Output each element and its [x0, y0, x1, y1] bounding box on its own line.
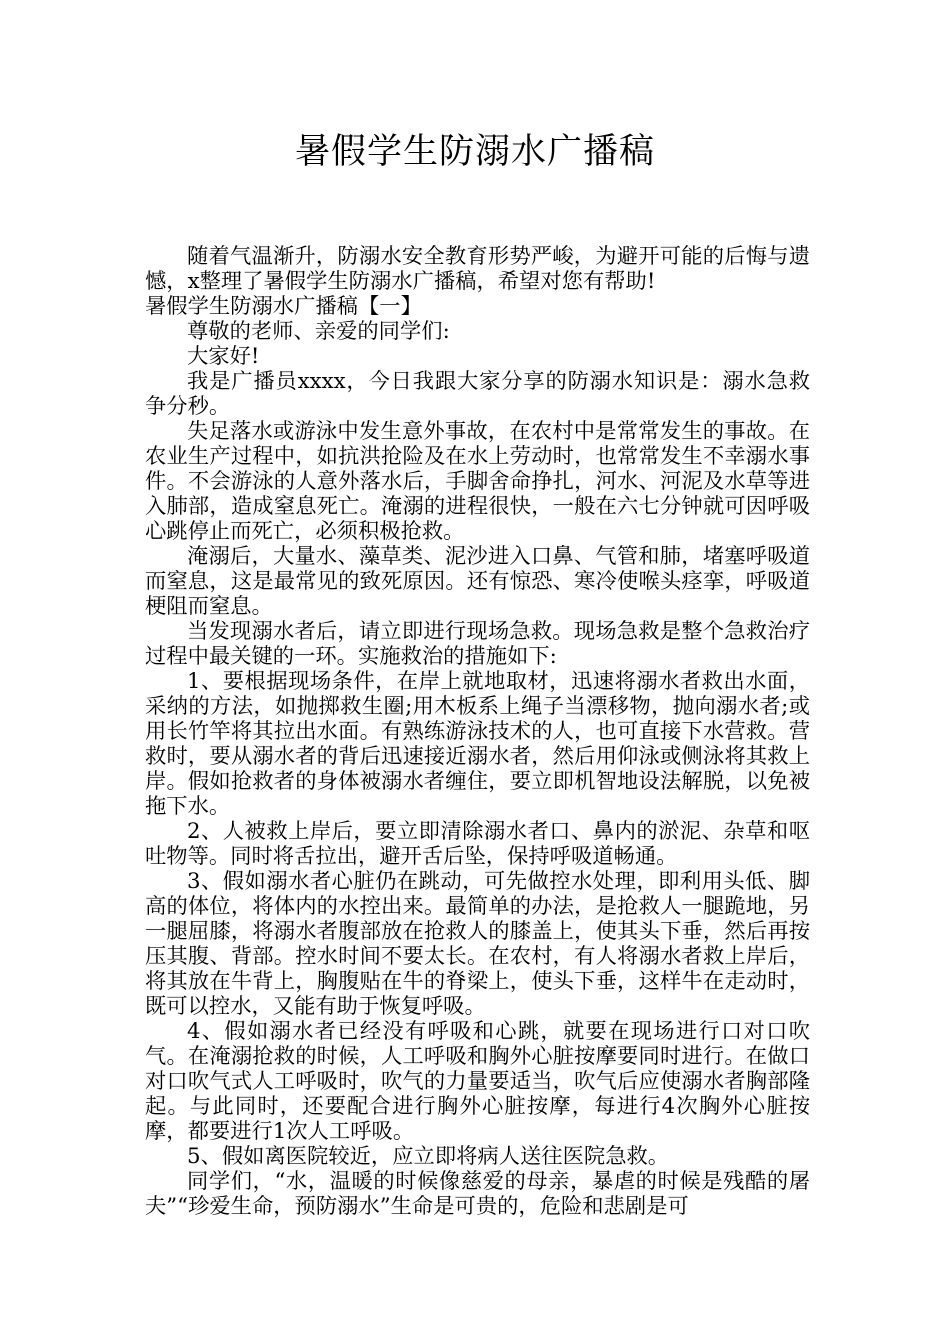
- list-item: 5、假如离医院较近，应立即将病人送往医院急救。: [187, 1144, 670, 1169]
- paragraph-opening: 我是广播员xxxx，今日我跟大家分享的防溺水知识是：溺水急救争分秒。: [145, 369, 810, 419]
- paragraph: 淹溺后，大量水、藻草类、泥沙进入口鼻、气管和肺，堵塞呼吸道而窒息，这是最常见的致死原因。还有惊恐、寒冷使喉头痉挛，呼吸道梗阻而窒息。: [145, 544, 810, 619]
- list-item: 4、假如溺水者已经没有呼吸和心跳，就要在现场进行口对口吹气。在淹溺抢救的时候，人工呼吸和胸外心脏按摩要同时进行。在做口对口吹气式人工呼吸时，吹气的力量要适当，吹气后应使溺水者胸部隆起。与此同时，还要配合进行胸外心脏按摩，每进行4次胸外心脏按摩，都要进行1次人工呼吸。: [145, 1019, 810, 1144]
- paragraph-salutation: 尊敬的老师、亲爱的同学们:: [187, 319, 450, 344]
- list-item: 1、要根据现场条件，在岸上就地取材，迅速将溺水者救出水面，采纳的方法，如抛掷救生圈;用木板系上绳子当漂移物，抛向溺水者;或用长竹竿将其拉出水面。有熟练游泳技术的人，也可直接下水营救。营救时，要从溺水者的背后迅速接近溺水者，然后用仰泳或侧泳将其救上岸。假如抢救者的身体被溺水者缠住，要立即机智地设法解脱，以免被拖下水。: [145, 669, 810, 819]
- paragraph-closing: 同学们，“水，温暖的时候像慈爱的母亲，暴虐的时候是残酷的屠夫”“珍爱生命，预防溺水”生命是可贵的，危险和悲剧是可: [145, 1169, 810, 1219]
- paragraph: 失足落水或游泳中发生意外事故，在农村中是常常发生的事故。在农业生产过程中，如抗洪抢险及在水上劳动时，也常常发生不幸溺水事件。不会游泳的人意外落水后，手脚舍命挣扎，河水、河泥及水草等进入肺部，造成窒息死亡。淹溺的进程很快，一般在六七分钟就可因呼吸心跳停止而死亡，必须积极抢救。: [145, 419, 810, 544]
- document-title: 暑假学生防溺水广播稿: [294, 132, 655, 172]
- section-heading: 暑假学生防溺水广播稿【一】: [145, 294, 422, 319]
- paragraph: 当发现溺水者后，请立即进行现场急救。现场急救是整个急救治疗过程中最关键的一环。实施救治的措施如下:: [145, 619, 810, 669]
- paragraph-greeting: 大家好!: [187, 344, 260, 369]
- list-item: 3、假如溺水者心脏仍在跳动，可先做控水处理，即利用头低、脚高的体位，将体内的水控出来。最简单的办法，是抢救人一腿跪地，另一腿屈膝，将溺水者腹部放在抢救人的膝盖上，使其头下垂，然后再按压其腹、背部。控水时间不要太长。在农村，有人将溺水者救上岸后，将其放在牛背上，胸腹贴在牛的脊梁上，使头下垂，这样牛在走动时，既可以控水，又能有助于恢复呼吸。: [145, 869, 810, 1019]
- document-body: [145, 244, 810, 1219]
- paragraph-intro: 随着气温渐升，防溺水安全教育形势严峻，为避开可能的后悔与遗憾，x整理了暑假学生防溺水广播稿，希望对您有帮助!: [145, 244, 810, 294]
- list-item: 2、人被救上岸后，要立即清除溺水者口、鼻内的淤泥、杂草和呕吐物等。同时将舌拉出，避开舌后坠，保持呼吸道畅通。: [145, 819, 810, 869]
